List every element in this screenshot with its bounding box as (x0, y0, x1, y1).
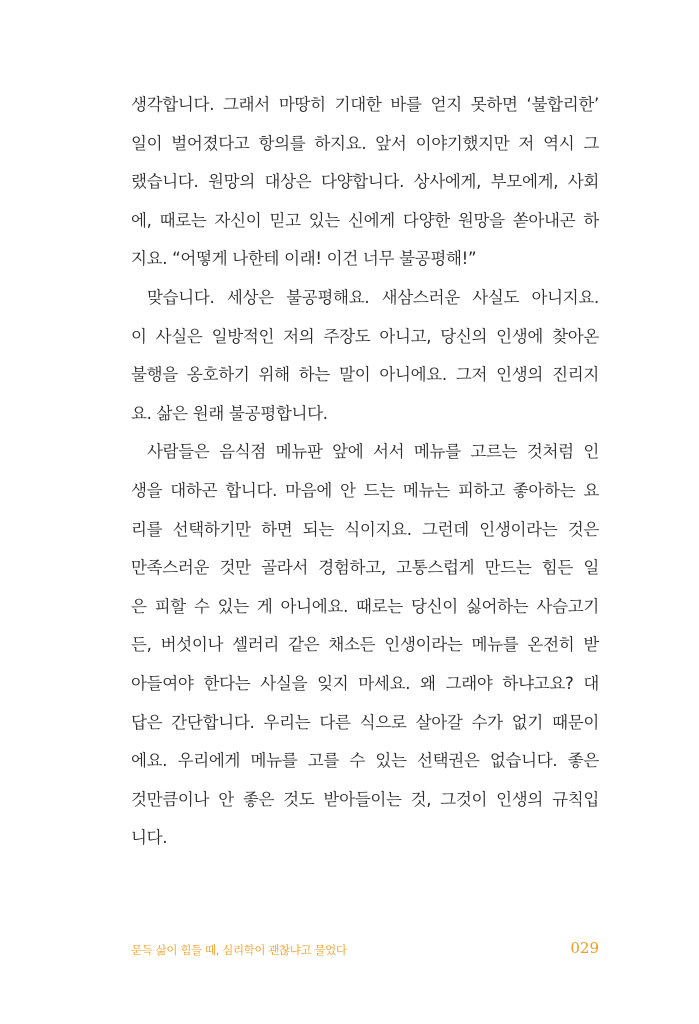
text-line: 일이 벌어졌다고 항의를 하지요. 앞서 이야기했지만 저 역시 그 (131, 133, 599, 153)
text-line: 생각합니다. 그래서 마땅히 기대한 바를 얻지 못하면 ‘불합리한’ (131, 95, 599, 114)
text-line: 것만큼이나 안 좋은 것도 받아들이는 것, 그것이 인생의 규칙입 (131, 789, 599, 809)
text-line: 니다. (131, 828, 168, 848)
text-line: 맞습니다. 세상은 불공평해요. 새삼스러운 사실도 아니지요. (147, 287, 599, 307)
text-line: 요. 삶은 원래 불공평합니다. (131, 403, 328, 423)
text-line: 은 피할 수 있는 게 아니에요. 때로는 당신이 싫어하는 사슴고기 (131, 596, 599, 616)
text-line: 아들여야 한다는 사실을 잊지 마세요. 왜 그래야 하냐고요? 대 (131, 673, 599, 693)
text-line: 리를 선택하기만 하면 되는 식이지요. 그런데 인생이라는 것은 (131, 519, 599, 539)
text-line: 사람들은 음식점 메뉴판 앞에 서서 메뉴를 고르는 것처럼 인 (147, 442, 599, 462)
text-line: 생을 대하곤 합니다. 마음에 안 드는 메뉴는 피하고 좋아하는 요 (131, 480, 599, 500)
text-line: 에, 때로는 자신이 믿고 있는 신에게 다양한 원망을 쏟아내곤 하 (131, 210, 599, 230)
text-line: 든, 버섯이나 셀러리 같은 채소든 인생이라는 메뉴를 온전히 받 (131, 635, 599, 655)
text-line: 만족스러운 것만 골라서 경험하고, 고통스럽게 만드는 힘든 일 (131, 558, 599, 578)
text-line: 답은 간단합니다. 우리는 다른 식으로 살아갈 수가 없기 때문이 (131, 712, 599, 732)
text-line: 랬습니다. 원망의 대상은 다양합니다. 상사에게, 부모에게, 사회 (131, 172, 599, 192)
running-footer-book-title: 문득 삶이 힘들 때, 심리학이 괜찮냐고 물었다 (131, 943, 347, 957)
page-number: 029 (570, 939, 599, 957)
text-line: 에요. 우리에게 메뉴를 고를 수 있는 선택권은 없습니다. 좋은 (131, 751, 599, 771)
text-line: 이 사실은 일방적인 저의 주장도 아니고, 당신의 인생에 찾아온 (131, 326, 599, 346)
text-line: 지요. “어떻게 나한테 이래! 이건 너무 불공평해!” (131, 249, 477, 269)
body-text (131, 86, 599, 858)
text-line: 불행을 옹호하기 위해 하는 말이 아니에요. 그저 인생의 진리지 (131, 365, 599, 385)
